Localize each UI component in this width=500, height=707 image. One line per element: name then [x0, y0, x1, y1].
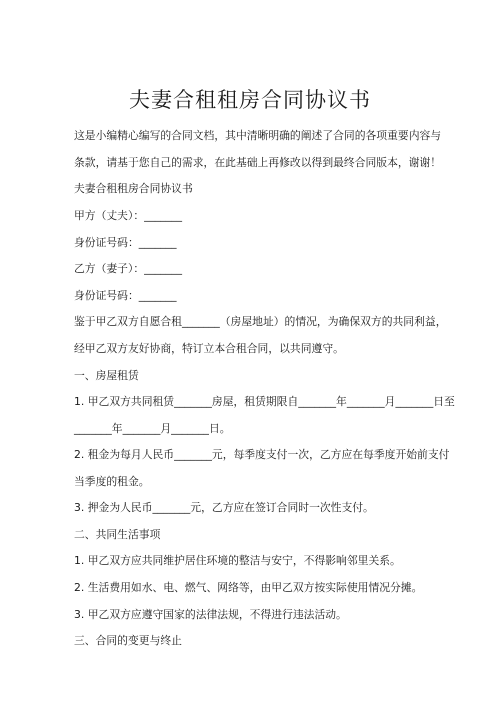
preamble-line-1: 鉴于甲乙双方自愿合租_______（房屋地址）的情况，为确保双方的共同利益， [74, 315, 447, 328]
party-b-id: 身份证号码：_______ [74, 289, 177, 302]
party-a-id: 身份证号码：_______ [74, 236, 177, 249]
document-title: 夫妻合租租房合同协议书 [129, 88, 371, 112]
section-3-heading: 三、合同的变更与终止 [74, 634, 182, 647]
intro-line-2: 条款，请基于您自己的需求，在此基础上再修改以得到最终合同版本，谢谢！ [74, 156, 442, 169]
section-1-heading: 一、房屋租赁 [74, 369, 139, 382]
party-b: 乙方（妻子）：_______ [74, 262, 182, 275]
section-2-heading: 二、共同生活事项 [74, 528, 161, 541]
s2-item-3: 3. 甲乙双方应遵守国家的法律法规，不得进行违法活动。 [74, 608, 347, 621]
s1-item-1-line-1: 1. 甲乙双方共同租赁_______房屋，租赁期限自_______年_______月_______日至 [74, 395, 455, 408]
party-a: 甲方（丈夫）：_______ [74, 209, 182, 222]
s2-item-2: 2. 生活费用如水、电、燃气、网络等，由甲乙双方按实际使用情况分摊。 [74, 581, 423, 594]
document-subtitle: 夫妻合租租房合同协议书 [74, 182, 193, 195]
s1-item-3: 3. 押金为人民币_______元，乙方应在签订合同时一次性支付。 [74, 501, 374, 514]
s1-item-1-line-2: _______年_______月_______日。 [74, 422, 231, 435]
s2-item-1: 1. 甲乙双方应共同维护居住环境的整洁与安宁，不得影响邻里关系。 [74, 554, 401, 567]
s1-item-2-line-2: 当季度的租金。 [74, 475, 150, 488]
s1-item-2-line-1: 2. 租金为每月人民币_______元，每季度支付一次，乙方应在每季度开始前支付 [74, 448, 450, 461]
preamble-line-2: 经甲乙双方友好协商，特订立本合租合同，以共同遵守。 [74, 342, 344, 355]
intro-line-1: 这是小编精心编写的合同文档，其中清晰明确的阐述了合同的各项重要内容与 [74, 129, 442, 142]
